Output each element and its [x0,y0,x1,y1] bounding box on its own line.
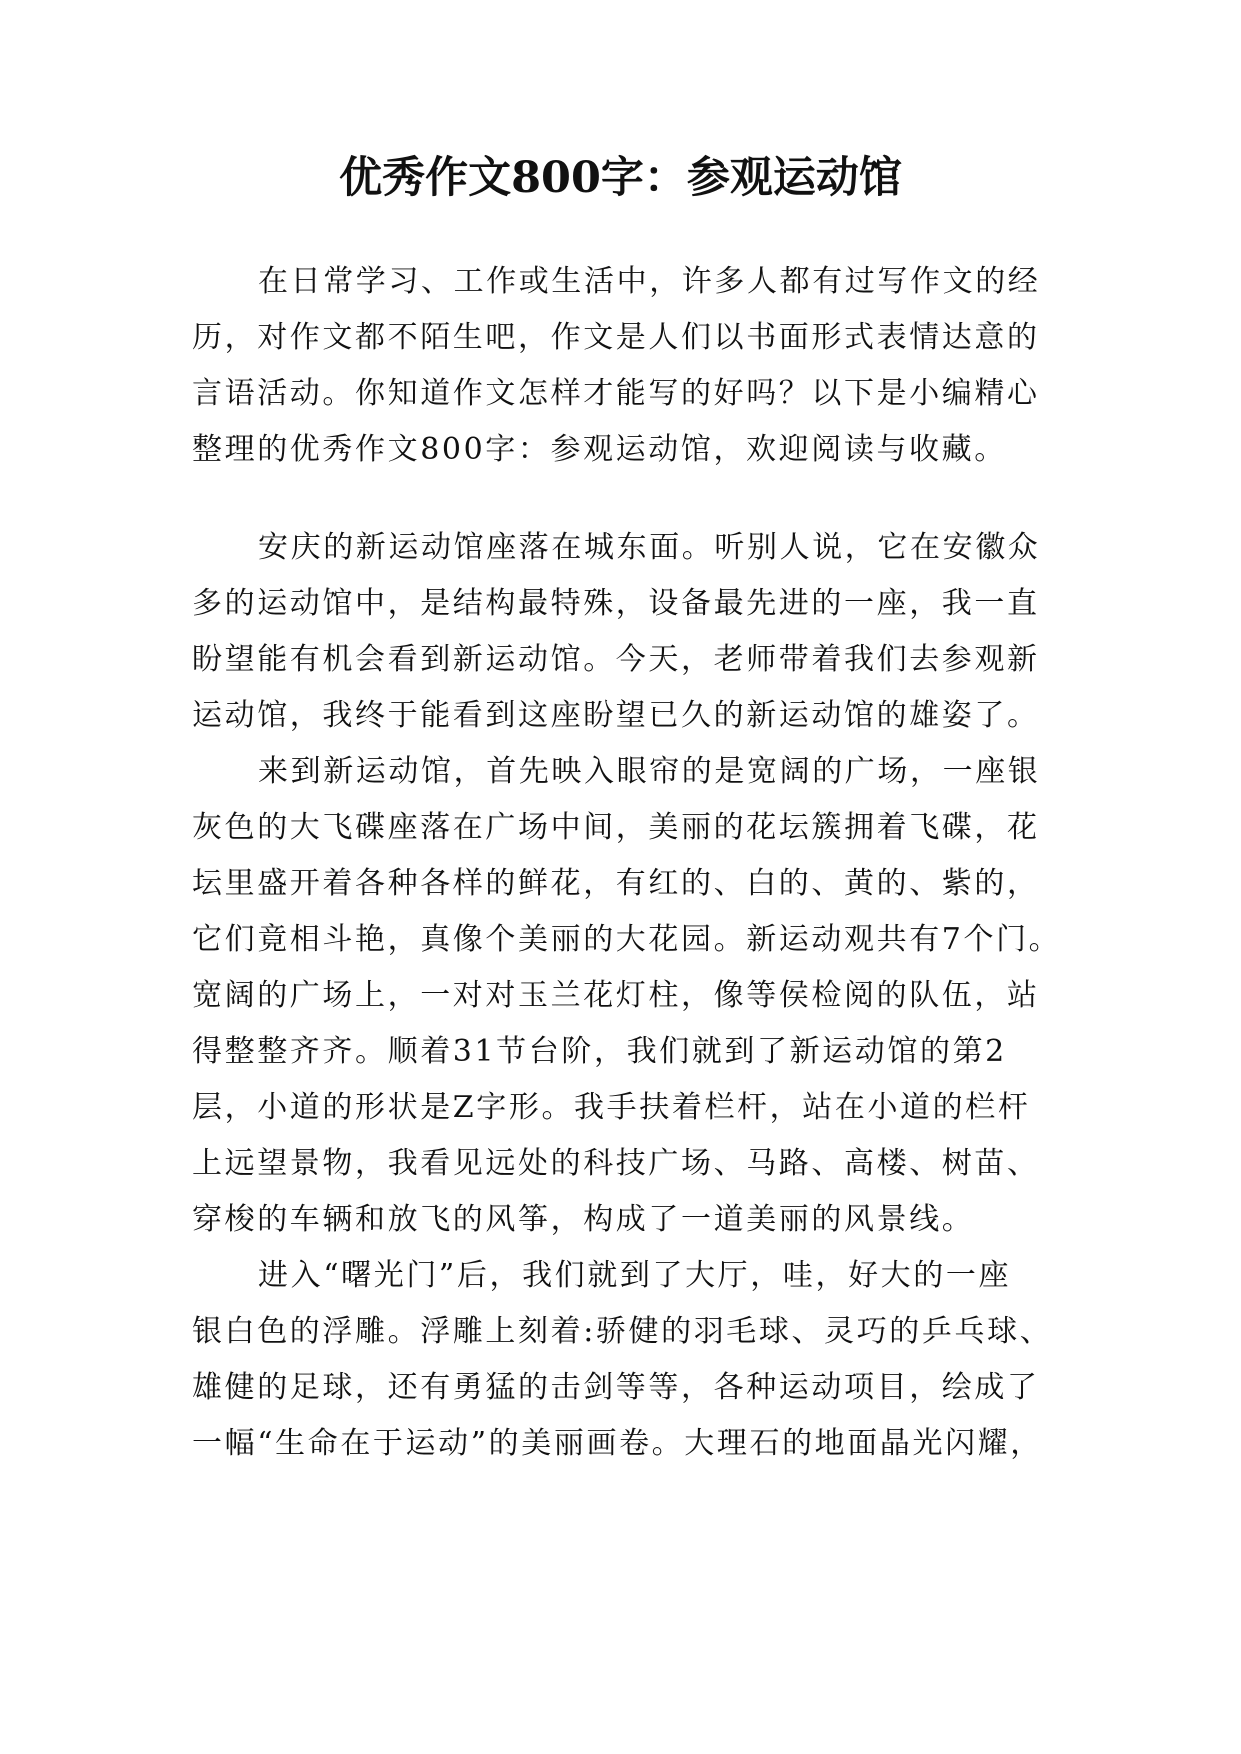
p2-line-9: 穿梭的车辆和放飞的风筝，构成了一道美丽的风景线。 [192,1202,975,1237]
intro-line-4: 整理的优秀作文800字：参观运动馆，欢迎阅读与收藏。 [192,432,1007,467]
p2-line-3: 坛里盛开着各种各样的鲜花，有红的、白的、黄的、紫的， [192,866,1040,901]
document-title: 优秀作文800字：参观运动馆 [339,153,902,203]
p2-line-7: 层，小道的形状是Z字形。我手扶着栏杆，站在小道的栏杆 [192,1090,1031,1125]
p1-line-3: 盼望能有机会看到新运动馆。今天，老师带着我们去参观新 [192,642,1040,677]
p3-line-1: 进入“曙光门”后，我们就到了大厅，哇，好大的一座 [258,1258,1012,1293]
p2-line-6: 得整整齐齐。顺着31节台阶，我们就到了新运动馆的第2 [192,1034,1007,1069]
p3-line-2: 银白色的浮雕。浮雕上刻着:骄健的羽毛球、灵巧的乒乓球、 [192,1314,1053,1349]
p2-line-8: 上远望景物，我看见远处的科技广场、马路、高楼、树苗、 [192,1146,1040,1181]
p2-line-1: 来到新运动馆，首先映入眼帘的是宽阔的广场，一座银 [258,754,1041,789]
p2-line-4: 它们竟相斗艳，真像个美丽的大花园。新运动观共有7个门。 [192,922,1062,957]
p1-line-2: 多的运动馆中，是结构最特殊，设备最先进的一座，我一直 [192,586,1040,621]
p2-line-2: 灰色的大飞碟座落在广场中间，美丽的花坛簇拥着飞碟，花 [192,810,1040,845]
intro-line-2: 历，对作文都不陌生吧，作文是人们以书面形式表情达意的 [192,320,1040,355]
p1-line-4: 运动馆，我终于能看到这座盼望已久的新运动馆的雄姿了。 [192,698,1040,733]
p3-line-4: 一幅“生命在于运动”的美丽画卷。大理石的地面晶光闪耀， [192,1426,1043,1461]
p1-line-1: 安庆的新运动馆座落在城东面。听别人说，它在安徽众 [258,530,1041,565]
intro-line-1: 在日常学习、工作或生活中，许多人都有过写作文的经 [258,264,1041,299]
p2-line-5: 宽阔的广场上，一对对玉兰花灯柱，像等侯检阅的队伍，站 [192,978,1040,1013]
p3-line-3: 雄健的足球，还有勇猛的击剑等等，各种运动项目，绘成了 [192,1370,1040,1405]
intro-line-3: 言语活动。你知道作文怎样才能写的好吗？以下是小编精心 [192,376,1040,411]
